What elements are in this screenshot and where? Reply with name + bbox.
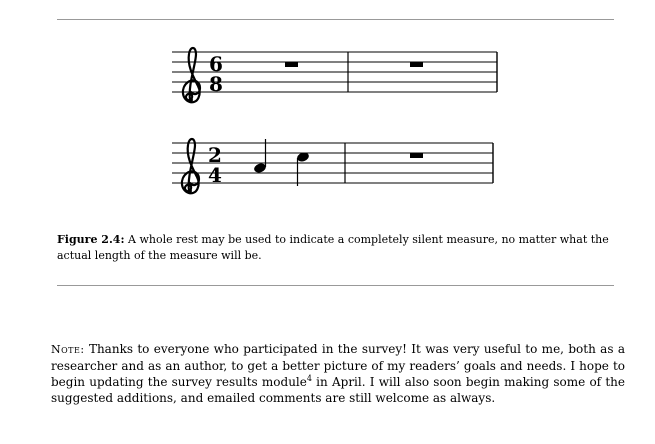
staff-6-8 [172,48,497,102]
figure-caption-text: A whole rest may be used to indicate a completely silent measure, no matter what the actual length of the measure will be. [57,233,609,262]
time-signature-bottom: 4 [208,163,222,187]
note-paragraph [51,341,625,406]
time-signature-bottom: 8 [209,72,223,96]
whole-rest [285,62,298,67]
bottom-divider [57,285,614,286]
footnote-mark[interactable]: 4 [306,374,312,383]
treble-clef-icon [182,139,199,193]
time-signature-top: 6 [209,52,223,76]
quarter-note [253,139,267,174]
music-figure [0,0,655,210]
note-text-after: in April. I will also soon begin making some of the suggested additions, and emailed comments are still welcome as always. [51,375,625,405]
treble-clef-icon [183,48,200,102]
figure-caption [57,232,617,264]
note-label: Note: [51,343,85,356]
note-text-before: Thanks to everyone who participated in the survey! It was very useful to me, both as a researcher and as an author, to get a better picture of my readers’ goals and needs. I hope to begin updating the survey results module [51,342,625,389]
staff-2-4 [172,139,493,193]
whole-rest [410,153,423,158]
figure-label: Figure 2.4: [57,233,125,246]
quarter-note [296,151,310,186]
whole-rest [410,62,423,67]
time-signature-top: 2 [208,143,222,167]
